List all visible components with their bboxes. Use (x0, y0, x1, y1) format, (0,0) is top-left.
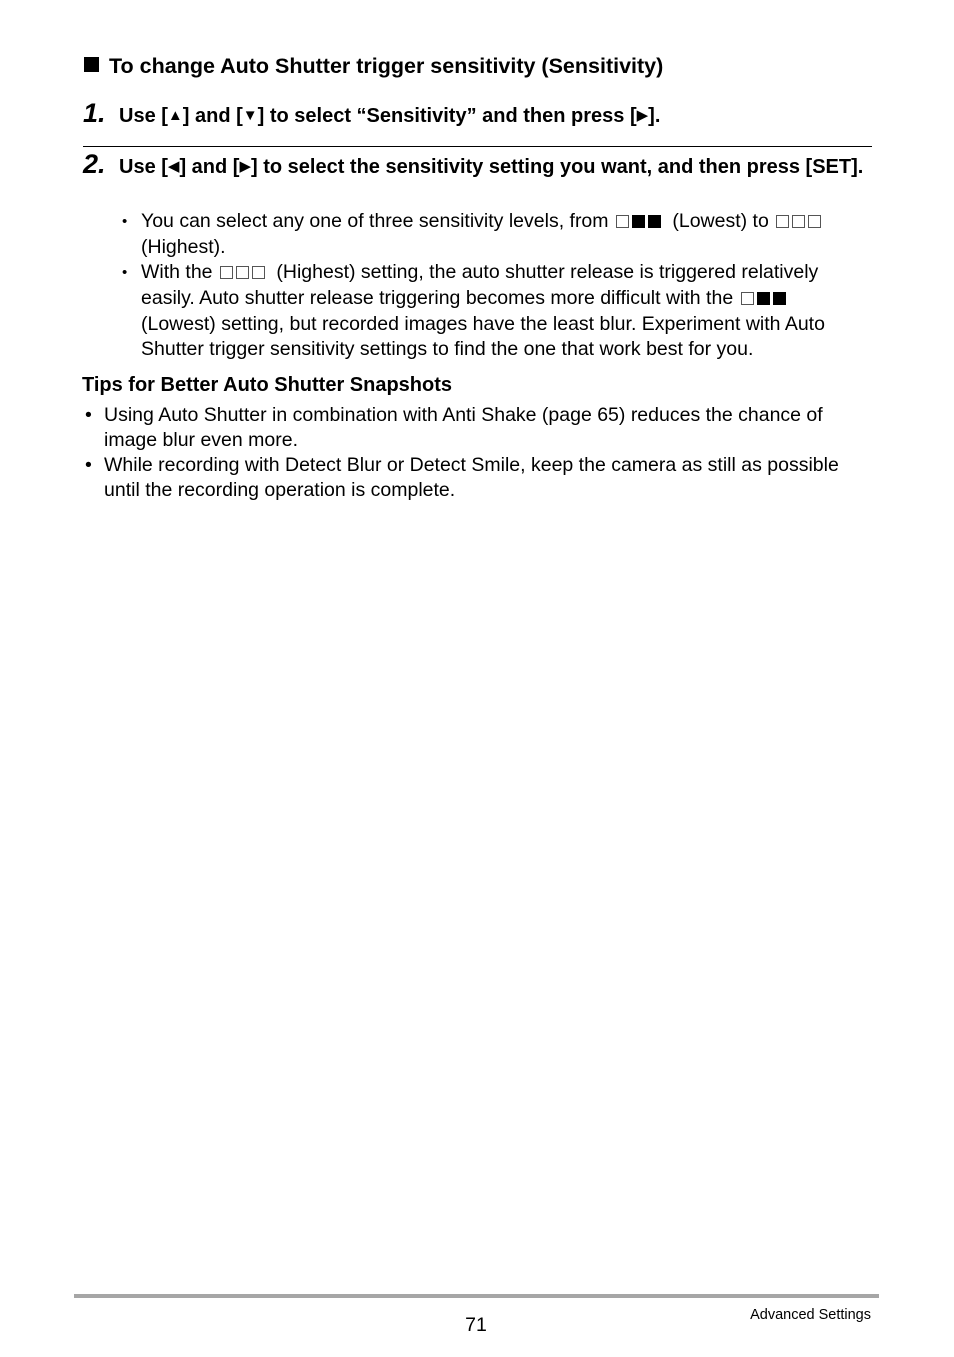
footer-section-label: Advanced Settings (750, 1307, 871, 1323)
right-arrow-icon: ▶ (636, 107, 649, 124)
sensitivity-lowest-icon (741, 287, 789, 312)
list-item: • With the (Highest) setting, the auto shutter release is triggered relatively easily. Auto shutter release triggering becomes more difficult with the (Lowest) setting, but recorded images have the least blur. Experiment with Auto Shutter trigger sensitivity settings to find the one that work best for you. (122, 261, 825, 360)
tips-list (85, 403, 872, 503)
step-1-instruction: Use [▲] and [▼] to select “Sensitivity” and then press [▶]. (119, 105, 661, 127)
right-arrow-icon: ▶ (239, 158, 251, 175)
step-2-instruction: Use [◀] and [▶] to select the sensitivity setting you want, and then press [SET]. (119, 156, 864, 178)
step-2-notes (122, 209, 871, 362)
bullet-icon: • (122, 213, 128, 230)
footer-rule (74, 1294, 879, 1298)
tips-heading: Tips for Better Auto Shutter Snapshots (82, 374, 453, 396)
black-square-icon (84, 57, 99, 72)
bullet-icon: • (122, 264, 128, 281)
step-1-number: 1. (83, 98, 106, 128)
sensitivity-highest-icon (220, 261, 268, 286)
step-divider (83, 146, 872, 147)
bullet-icon: • (85, 454, 92, 476)
sensitivity-lowest-icon (616, 210, 664, 235)
down-arrow-icon: ▼ (242, 107, 258, 124)
step-2-number: 2. (83, 149, 106, 179)
section-heading-text: To change Auto Shutter trigger sensitivity (Sensitivity) (109, 54, 664, 78)
left-arrow-icon: ◀ (167, 158, 180, 175)
bullet-icon: • (85, 404, 92, 426)
list-item: • You can select any one of three sensitivity levels, from (Lowest) to (Highest). (141, 209, 871, 260)
section-heading (84, 54, 663, 79)
list-item: • Using Auto Shutter in combination with Anti Shake (page 65) reduces the chance of image blur even more. (85, 404, 823, 451)
list-item: • While recording with Detect Blur or Detect Smile, keep the camera as still as possible until the recording operation is complete. (85, 454, 839, 501)
page-number: 71 (465, 1314, 487, 1336)
up-arrow-icon: ▲ (167, 107, 183, 124)
sensitivity-highest-icon (776, 210, 824, 235)
